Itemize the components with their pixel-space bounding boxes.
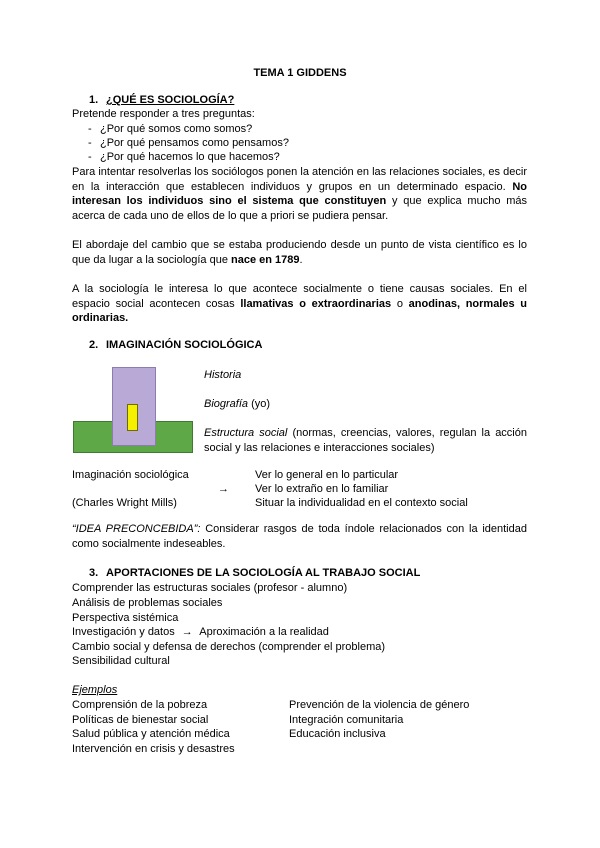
paragraph-idea-preconcebida xyxy=(72,522,527,551)
paragraph-text: . xyxy=(299,253,303,266)
bullet-item xyxy=(72,150,280,164)
label-biografia-text: Biografía xyxy=(204,398,249,410)
label-historia: Historia xyxy=(204,369,242,381)
paragraph-abordaje-cambio xyxy=(72,238,527,267)
aportacion-item: Comprender las estructuras sociales (profesor - alumno) xyxy=(72,582,348,594)
section-1-number: 1. xyxy=(89,94,99,106)
example-item: Salud pública y atención médica xyxy=(72,728,230,740)
page-title: TEMA 1 GIDDENS xyxy=(253,67,347,79)
paragraph-relaciones-sociales xyxy=(72,165,527,223)
aportacion-item: Cambio social y defensa de derechos (comprender el problema) xyxy=(72,641,386,653)
section-2-heading xyxy=(89,338,262,352)
example-item: Prevención de la violencia de género xyxy=(289,699,470,711)
section-3-number: 3. xyxy=(89,567,99,579)
imaginacion-point: Ver lo general en lo particular xyxy=(255,469,399,481)
example-item: Integración comunitaria xyxy=(289,714,404,726)
bullet-item xyxy=(72,122,252,136)
bullet-marker: - xyxy=(88,137,92,149)
paragraph-text: A la sociología le interesa lo que acontece socialmente o tiene causas sociales. En el espacio social acontecen cosas xyxy=(72,283,527,310)
paragraph-text: y que explica mucho más acerca de cada uno de ellos de lo que a priori se pudiera pensar. xyxy=(72,195,527,222)
bullet-text: ¿Por qué hacemos lo que hacemos? xyxy=(100,151,280,163)
bullet-marker: - xyxy=(88,123,92,135)
paragraph-bold-text: nace en 1789 xyxy=(231,253,300,266)
section-2-title: IMAGINACIÓN SOCIOLÓGICA xyxy=(106,339,263,351)
section-1-intro: Pretende responder a tres preguntas: xyxy=(72,108,255,120)
label-biografia-suffix: (yo) xyxy=(251,398,271,410)
label-estructura-text: Estructura social xyxy=(204,427,288,439)
example-item: Intervención en crisis y desastres xyxy=(72,743,235,755)
label-biografia xyxy=(204,397,270,411)
paragraph-text: Para intentar resolverlas los sociólogos ponen la atención en las relaciones sociales, es decir en la interacción que establecen individuos y grupos en un determinado espacio. xyxy=(72,166,527,193)
paragraph-bold-text: anodinas, normales u ordinarias. xyxy=(72,297,528,325)
aportacion-suffix: Aproximación a la realidad xyxy=(199,626,329,638)
aportacion-item: Perspectiva sistémica xyxy=(72,612,179,624)
aportacion-item: Sensibilidad cultural xyxy=(72,655,170,667)
arrow-icon: → xyxy=(181,626,193,638)
section-3-title: APORTACIONES DE LA SOCIOLOGÍA AL TRABAJO SOCIAL xyxy=(106,567,421,579)
bullet-item xyxy=(72,136,289,150)
idea-label: “IDEA PRECONCEBIDA”: xyxy=(72,523,201,535)
section-1-heading xyxy=(89,93,234,107)
bullet-text: ¿Por qué somos como somos? xyxy=(100,123,253,135)
aportacion-item xyxy=(72,625,329,639)
paragraph-interesa-sociologia xyxy=(72,282,527,326)
examples-heading: Ejemplos xyxy=(72,684,118,696)
section-2-number: 2. xyxy=(89,339,99,351)
example-item: Políticas de bienestar social xyxy=(72,714,209,726)
section-1-title: ¿QUÉ ES SOCIOLOGÍA? xyxy=(106,94,235,106)
aportacion-text: Investigación y datos xyxy=(72,626,175,638)
aportacion-item: Análisis de problemas sociales xyxy=(72,597,223,609)
example-item: Educación inclusiva xyxy=(289,728,386,740)
paragraph-bold-text: No interesan los individuos sino el sistema que constituyen xyxy=(72,180,527,208)
paragraph-text: o xyxy=(396,297,403,310)
imaginacion-author: (Charles Wright Mills) xyxy=(72,497,177,509)
paragraph-bold-text: llamativas o extraordinarias xyxy=(240,297,392,310)
bullet-marker: - xyxy=(88,151,92,163)
imaginacion-label: Imaginación sociológica xyxy=(72,469,189,481)
label-estructura-social xyxy=(204,426,527,455)
diagram-person-block xyxy=(127,404,138,431)
imaginacion-point: Situar la individualidad en el contexto social xyxy=(255,497,468,509)
imaginacion-arrow: → xyxy=(218,483,229,495)
label-estructura-desc: (normas, creencias, valores, regulan la acción social y las relaciones e interacciones sociales) xyxy=(204,427,527,454)
section-3-heading xyxy=(89,566,420,580)
example-item: Comprensión de la pobreza xyxy=(72,699,208,711)
idea-text: Considerar rasgos de toda índole relacionados con la identidad como socialmente indeseables. xyxy=(72,523,527,550)
paragraph-text: El abordaje del cambio que se estaba produciendo desde un punto de vista científico es lo que da lugar a la sociología que xyxy=(72,239,527,266)
bullet-text: ¿Por qué pensamos como pensamos? xyxy=(100,137,289,149)
imaginacion-point: Ver lo extraño en lo familiar xyxy=(255,483,389,495)
